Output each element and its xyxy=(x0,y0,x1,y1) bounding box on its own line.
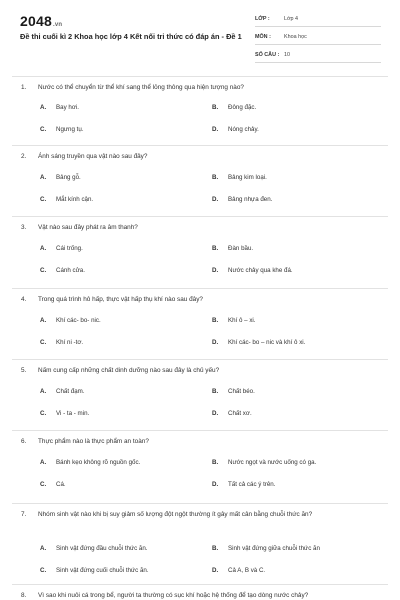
option-letter: A. xyxy=(40,104,47,111)
question-text: Nhóm sinh vật nào khi bị suy giảm số lượng đột ngột thường ít gây mất cân bằng chuỗi thức ăn? xyxy=(38,511,313,518)
option-letter: C. xyxy=(40,126,47,133)
document-title: Đề thi cuối kì 2 Khoa học lớp 4 Kết nối tri thức có đáp án - Đề 1 xyxy=(20,32,242,41)
option-text: Mắt kính cận. xyxy=(56,196,94,203)
meta-label-count: SỐ CÂU : xyxy=(255,52,280,58)
option-text: Khí ni -tơ. xyxy=(56,339,84,346)
question-number: 3. xyxy=(21,224,27,231)
question-number: 7. xyxy=(21,511,27,518)
option-text: Nước chảy qua khe đá. xyxy=(228,267,293,274)
option-letter: A. xyxy=(40,245,47,252)
option-letter: D. xyxy=(212,339,219,346)
meta-row-count xyxy=(255,48,381,63)
question-number: 5. xyxy=(21,367,27,374)
option-letter: D. xyxy=(212,481,219,488)
option-letter: A. xyxy=(40,459,47,466)
meta-row-grade xyxy=(255,12,381,27)
site-logo[interactable] xyxy=(20,13,62,29)
option-text: Cái trống. xyxy=(56,245,83,252)
option-letter: A. xyxy=(40,317,47,324)
question-divider xyxy=(12,584,388,585)
option-text: Bánh kẹo không rõ nguồn gốc. xyxy=(56,459,141,466)
question-text: Vì sao khi nuôi cá trong bể, người ta thường có sục khí hoặc hệ thống để tạo dòng nước chảy? xyxy=(38,592,309,599)
question-number: 1. xyxy=(21,84,27,91)
option-text: Bay hơi. xyxy=(56,104,79,111)
option-text: Ngưng tụ. xyxy=(56,126,84,133)
option-text: Đàn bầu. xyxy=(228,245,254,252)
question-number: 8. xyxy=(21,592,27,599)
option-text: Cánh cửa. xyxy=(56,267,85,274)
option-letter: B. xyxy=(212,174,219,181)
option-letter: B. xyxy=(212,245,219,252)
option-letter: C. xyxy=(40,410,47,417)
question-text: Trong quá trình hô hấp, thực vật hấp thụ khí nào sau đây? xyxy=(38,296,203,303)
option-text: Chất béo. xyxy=(228,388,255,395)
question-divider xyxy=(12,503,388,504)
option-letter: B. xyxy=(212,545,219,552)
option-text: Bảng nhựa đen. xyxy=(228,196,273,203)
option-letter: D. xyxy=(212,567,219,574)
option-text: Bảng kim loại. xyxy=(228,174,267,181)
option-text: Nước ngọt và nước uống có ga. xyxy=(228,459,317,466)
page-header xyxy=(0,0,400,70)
question-number: 6. xyxy=(21,438,27,445)
option-text: Nóng chảy. xyxy=(228,126,259,133)
logo-suffix: .vn xyxy=(52,22,63,28)
option-letter: C. xyxy=(40,339,47,346)
option-text: Khí các- bo- nic. xyxy=(56,317,101,324)
option-letter: C. xyxy=(40,267,47,274)
option-letter: B. xyxy=(212,317,219,324)
meta-value-grade: Lớp 4 xyxy=(284,16,299,22)
option-text: Chất đạm. xyxy=(56,388,85,395)
option-letter: C. xyxy=(40,481,47,488)
question-text: Ánh sáng truyền qua vật nào sau đây? xyxy=(38,153,148,160)
option-letter: A. xyxy=(40,388,47,395)
option-text: Khí ô – xi. xyxy=(228,317,256,324)
option-letter: A. xyxy=(40,545,47,552)
option-text: Đông đặc. xyxy=(228,104,257,111)
question-text: Thực phẩm nào là thực phẩm an toàn? xyxy=(38,438,149,445)
option-text: Sinh vật đứng cuối chuỗi thức ăn. xyxy=(56,567,149,574)
option-text: Vi - ta - min. xyxy=(56,410,90,417)
option-letter: A. xyxy=(40,174,47,181)
exam-meta xyxy=(255,12,381,66)
question-divider xyxy=(12,359,388,360)
option-text: Chất xơ. xyxy=(228,410,252,417)
option-letter: B. xyxy=(212,459,219,466)
question-divider xyxy=(12,76,388,77)
meta-value-subject: Khoa học xyxy=(284,34,307,40)
meta-value-count: 10 xyxy=(284,52,290,58)
question-number: 2. xyxy=(21,153,27,160)
option-letter: D. xyxy=(212,267,219,274)
option-letter: D. xyxy=(212,196,219,203)
option-text: Sinh vật đứng giữa chuỗi thức ăn xyxy=(228,545,320,552)
option-text: Sinh vật đứng đầu chuỗi thức ăn. xyxy=(56,545,148,552)
question-divider xyxy=(12,288,388,289)
question-text: Nấm cung cấp những chất dinh dưỡng nào sau đây là chủ yếu? xyxy=(38,367,220,374)
option-letter: B. xyxy=(212,104,219,111)
option-letter: C. xyxy=(40,567,47,574)
option-letter: B. xyxy=(212,388,219,395)
question-text: Nước có thể chuyển từ thể khí sang thể lỏng thông qua hiện tượng nào? xyxy=(38,84,244,91)
question-divider xyxy=(12,216,388,217)
option-letter: D. xyxy=(212,410,219,417)
option-letter: C. xyxy=(40,196,47,203)
option-text: Cá. xyxy=(56,481,66,488)
meta-label-subject: MÔN : xyxy=(255,34,271,40)
option-text: Khí các- bo – nic và khí ô xi. xyxy=(228,339,306,346)
option-text: Bảng gỗ. xyxy=(56,174,81,181)
option-text: Cả A, B và C. xyxy=(228,567,266,574)
logo-text: 2048 xyxy=(20,13,52,29)
option-text: Tất cả các ý trên. xyxy=(228,481,276,488)
meta-row-subject xyxy=(255,30,381,45)
question-divider xyxy=(12,145,388,146)
meta-label-grade: LỚP : xyxy=(255,16,270,22)
question-number: 4. xyxy=(21,296,27,303)
question-divider xyxy=(12,430,388,431)
question-text: Vật nào sau đây phát ra âm thanh? xyxy=(38,224,138,231)
option-letter: D. xyxy=(212,126,219,133)
